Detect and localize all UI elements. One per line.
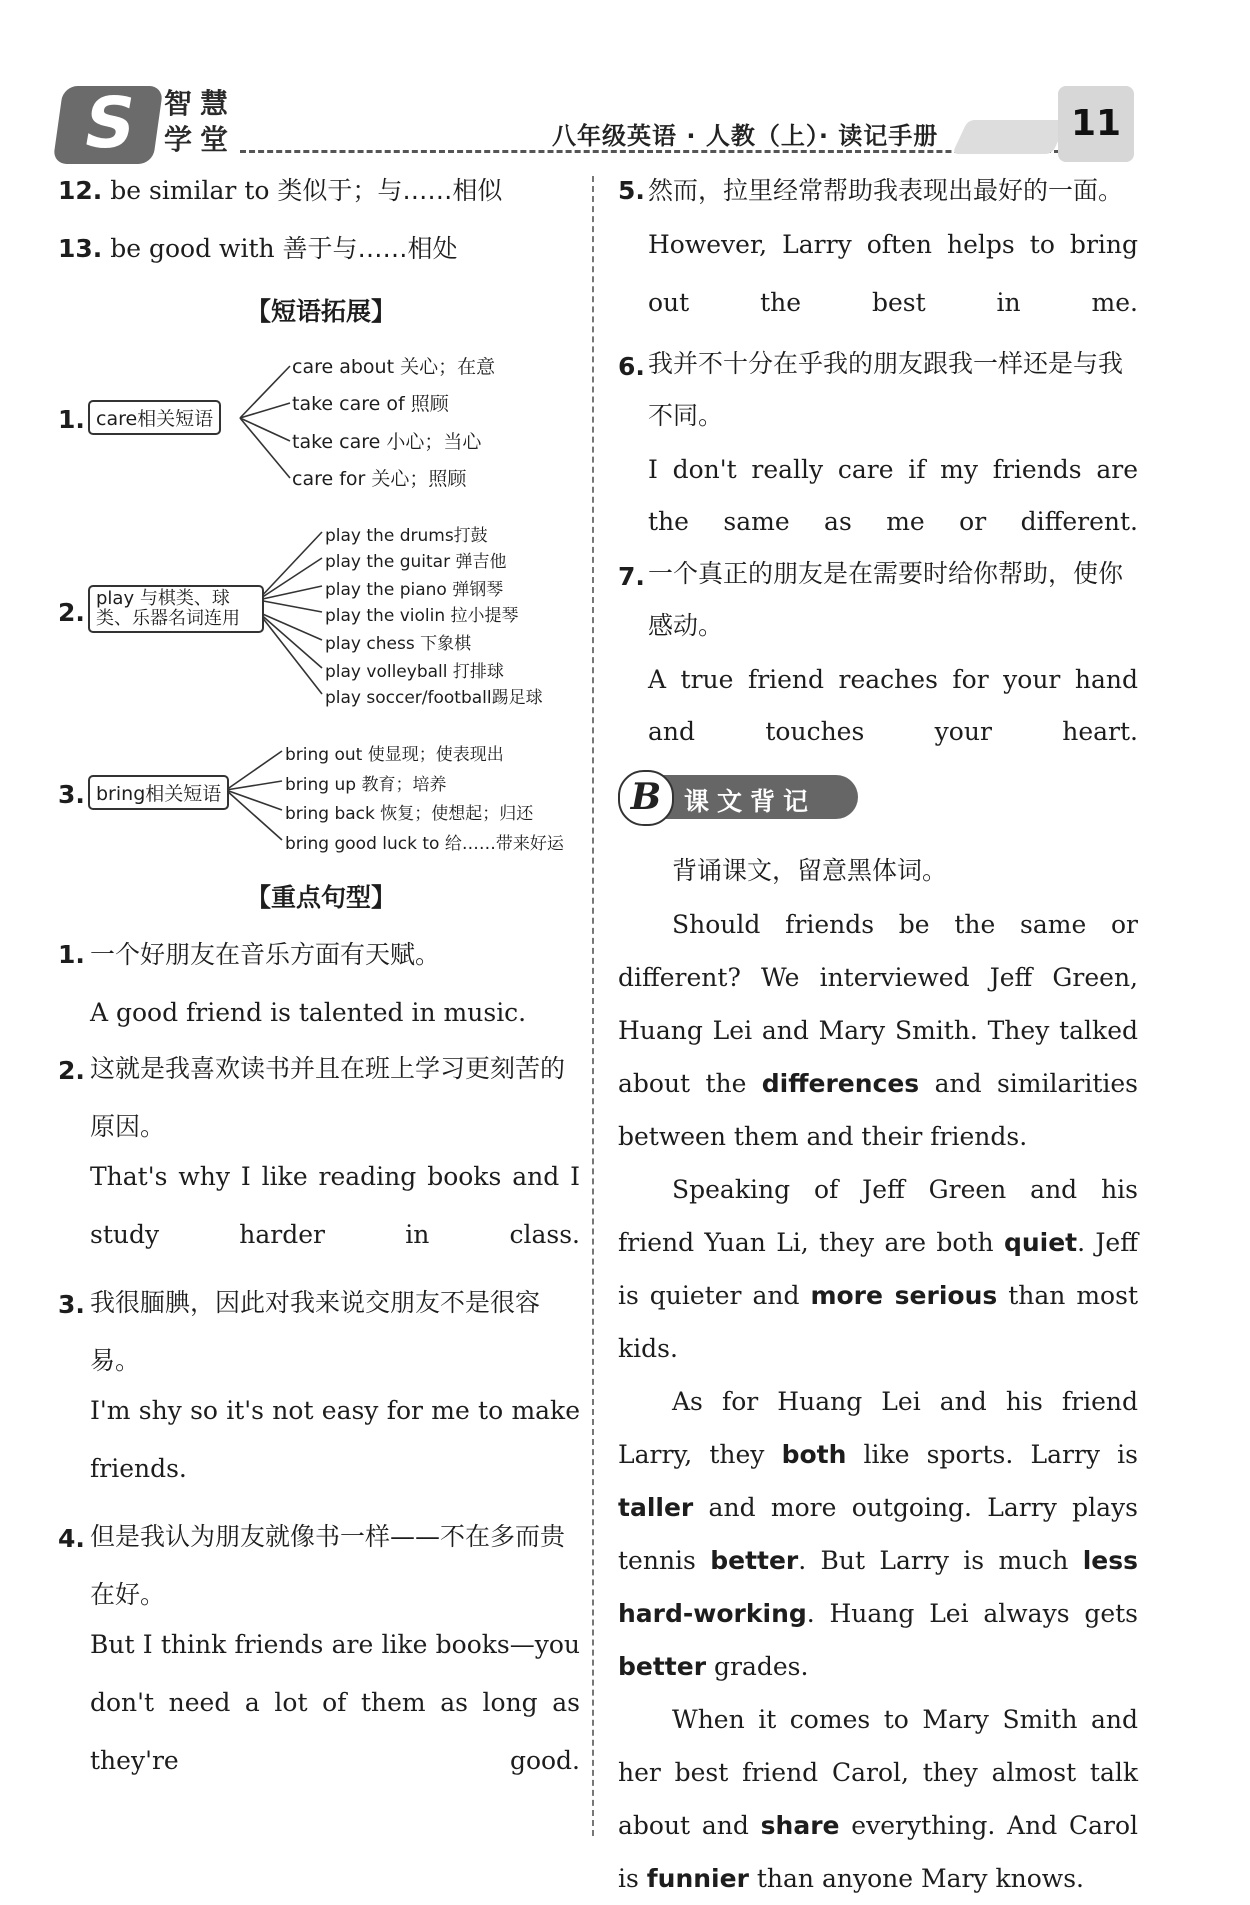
sentence-number: 5. — [618, 176, 645, 205]
care-phrase: take care 小心；当心 — [292, 431, 482, 453]
passage-paragraph-2: Speaking of Jeff Green and his friend Yuan Li, they are both quiet. Jeff is quieter and more serious than most kids. — [618, 1175, 1138, 1363]
sentence-zh: 一个真正的朋友是在需要时给你帮助，使你感动。 — [648, 559, 1124, 640]
recite-instruction: 背诵课文，留意黑体词。 — [672, 856, 948, 885]
passage — [618, 898, 1138, 1905]
sentence-number: 7. — [618, 562, 645, 591]
group-2-number: 2. — [58, 598, 85, 627]
sentence-en: A true friend reaches for your hand and touches your heart. — [648, 665, 1138, 746]
sentence-en: However, Larry often helps to bring out the best in me. — [648, 230, 1138, 317]
play-phrase: play the drums打鼓 — [325, 526, 488, 546]
passage-paragraph-4: When it comes to Mary Smith and her best friend Carol, they almost talk about and share everything. And Carol is funnier than anyone Mary knows. — [618, 1705, 1139, 1893]
sentence-en: I'm shy so it's not easy for me to make friends. — [90, 1396, 580, 1483]
sentence-number: 4. — [58, 1524, 85, 1553]
sentence-number: 6. — [618, 352, 645, 381]
sentence-zh: 一个好朋友在音乐方面有天赋。 — [90, 940, 441, 969]
sentence-en: But I think friends are like books—you don't need a lot of them as long as they're good. — [90, 1630, 580, 1775]
group-1-number: 1. — [58, 405, 85, 434]
sentence-number: 3. — [58, 1290, 85, 1319]
play-phrase: play the piano 弹钢琴 — [325, 580, 504, 600]
bring-phrase: bring up 教育；培养 — [285, 775, 447, 795]
play-label-box: play 与棋类、球类、乐器名词连用 — [88, 585, 264, 633]
sentence-zh: 但是我认为朋友就像书一样——不在多而贵在好。 — [90, 1522, 566, 1609]
header-decoration — [952, 120, 1068, 154]
sentence-number: 1. — [58, 940, 85, 969]
vocab-item-13: 13. be good with 善于与……相处 — [58, 234, 458, 263]
play-phrase: play chess 下象棋 — [325, 634, 472, 654]
play-phrase: play the guitar 弹吉他 — [325, 552, 507, 572]
passage-paragraph-3: As for Huang Lei and his friend Larry, they both like sports. Larry is taller and more outgoing. Larry plays tennis better. But Larry is much less hard-working. Huang Lei always gets better grades. — [618, 1387, 1138, 1681]
group-3-number: 3. — [58, 780, 85, 809]
sentence-en: I don't really care if my friends are the same as me or different. — [648, 455, 1138, 536]
section-badge-letter: B — [618, 770, 674, 826]
key-sentences-heading: 【重点句型】 — [246, 883, 397, 912]
vocab-item-12: 12. be similar to 类似于；与……相似 — [58, 176, 503, 205]
logo-chars: 智 慧 学 堂 — [164, 87, 229, 156]
sentence-zh: 我很腼腆，因此对我来说交朋友不是很容易。 — [90, 1288, 541, 1375]
sentence-en: That's why I like reading books and I study harder in class. — [90, 1162, 580, 1249]
bring-phrase: bring out 使显现；使表现出 — [285, 745, 504, 765]
page-number: 11 — [1058, 86, 1134, 162]
bring-phrase: bring good luck to 给……带来好运 — [285, 834, 564, 854]
play-phrase: play volleyball 打排球 — [325, 662, 504, 682]
book-title: 八年级英语 · 人教（上）· 读记手册 — [552, 122, 939, 150]
bring-label-box: bring相关短语 — [88, 775, 229, 810]
care-phrase: care for 关心；照顾 — [292, 468, 467, 490]
care-phrase: care about 关心；在意 — [292, 356, 496, 378]
phrase-extension-heading: 【短语拓展】 — [246, 297, 397, 326]
logo-letter: S — [77, 82, 143, 164]
passage-paragraph-1: Should friends be the same or different? We interviewed Jeff Green, Huang Lei and Mary Smith. They talked about the differences and similarities between them and their friends. — [618, 910, 1138, 1151]
sentence-number: 2. — [58, 1056, 85, 1085]
sentence-zh: 然而，拉里经常帮助我表现出最好的一面。 — [648, 176, 1124, 205]
play-phrase: play the violin 拉小提琴 — [325, 606, 519, 626]
sentence-zh: 我并不十分在乎我的朋友跟我一样还是与我不同。 — [648, 349, 1124, 430]
section-badge-title: 课文背记 — [684, 787, 817, 816]
care-label-box: care相关短语 — [88, 400, 221, 435]
sentence-zh: 这就是我喜欢读书并且在班上学习更刻苦的原因。 — [90, 1054, 566, 1141]
bring-phrase: bring back 恢复；使想起；归还 — [285, 804, 534, 824]
care-phrase: take care of 照顾 — [292, 393, 449, 415]
sentence-en: A good friend is talented in music. — [90, 998, 527, 1027]
play-phrase: play soccer/football踢足球 — [325, 688, 543, 708]
